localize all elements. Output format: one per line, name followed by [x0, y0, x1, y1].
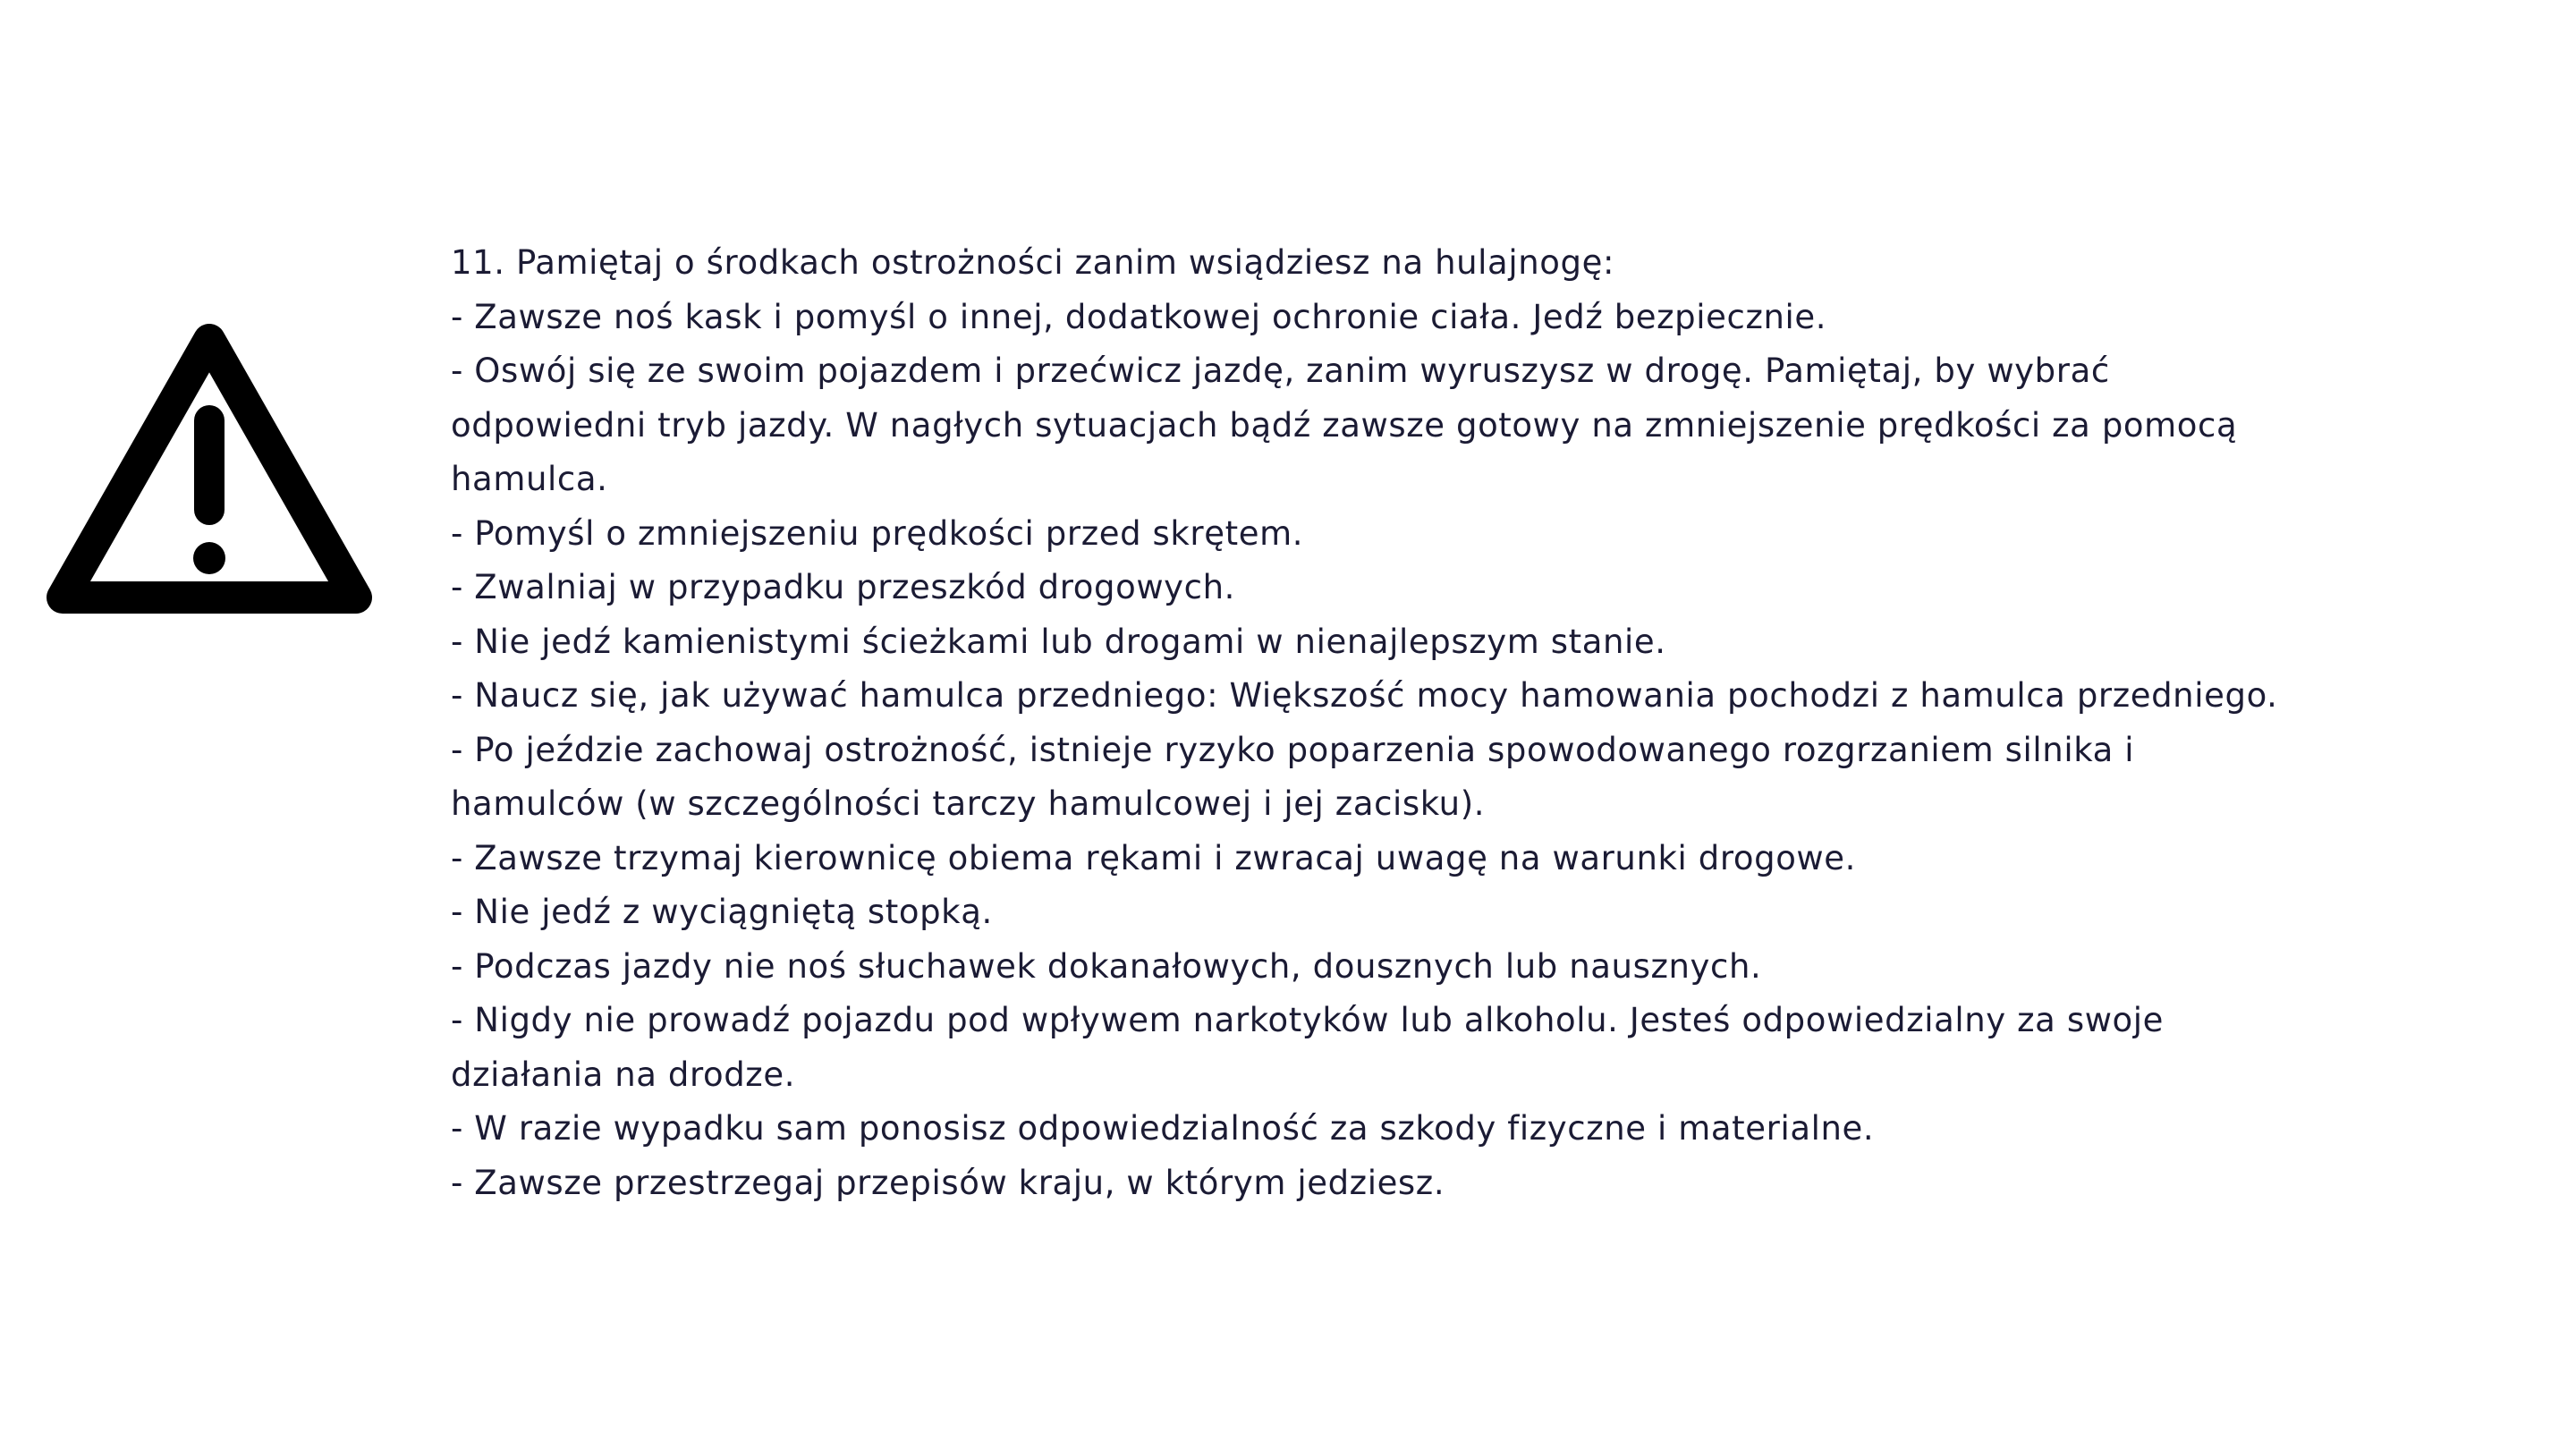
text-line: - Nie jedź z wyciągniętą stopką.: [451, 893, 993, 931]
text-line: - Podczas jazdy nie noś słuchawek dokanałowych, dousznych lub nausznych.: [451, 946, 1762, 986]
text-line: działania na drodze.: [451, 1055, 796, 1094]
text-line: - Pomyśl o zmniejszeniu prędkości przed skrętem.: [451, 513, 1304, 553]
text-line: - Zawsze przestrzegaj przepisów kraju, w którym jedziesz.: [451, 1163, 1445, 1202]
text-line: - Zawsze trzymaj kierownicę obiema rękami i zwracaj uwagę na warunki drogowe.: [451, 838, 1857, 877]
text-line: - Zwalniaj w przypadku przeszkód drogowych.: [451, 568, 1236, 606]
text-line: - Po jeździe zachowaj ostrożność, istnieje ryzyko poparzenia spowodowanego rozgrzaniem silnika i: [451, 730, 2135, 769]
text-line: hamulców (w szczególności tarczy hamulcowej i jej zacisku).: [451, 784, 1486, 823]
text-line: - Nigdy nie prowadź pojazdu pod wpływem narkotyków lub alkoholu. Jesteś odpowiedzialny za swoje: [451, 1001, 2165, 1039]
text-line: hamulca.: [451, 460, 608, 498]
heading: 11. Pamiętaj o środkach ostrożności zanim wsiądziesz na hulajnogę:: [451, 243, 1615, 282]
text-line: - Nie jedź kamienistymi ścieżkami lub drogami w nienajlepszym stanie.: [451, 622, 1666, 661]
safety-precautions-text: [451, 236, 2365, 1210]
text-line: - Zawsze noś kask i pomyśl o innej, dodatkowej ochronie ciała. Jedź bezpiecznie.: [451, 297, 1827, 336]
text-line: - Naucz się, jak używać hamulca przedniego: Większość mocy hamowania pochodzi z hamulca przedniego.: [451, 676, 2278, 715]
warning-triangle-icon: [39, 311, 379, 640]
text-line: - Oswój się ze swoim pojazdem i przećwicz jazdę, zanim wyruszysz w drogę. Pamiętaj, by wybrać: [451, 352, 2110, 390]
text-line: - W razie wypadku sam ponosisz odpowiedzialność za szkody fizyczne i materialne.: [451, 1109, 1875, 1148]
text-line: odpowiedni tryb jazdy. W nagłych sytuacjach bądź zawsze gotowy na zmniejszenie prędkości za pomocą: [451, 405, 2238, 445]
